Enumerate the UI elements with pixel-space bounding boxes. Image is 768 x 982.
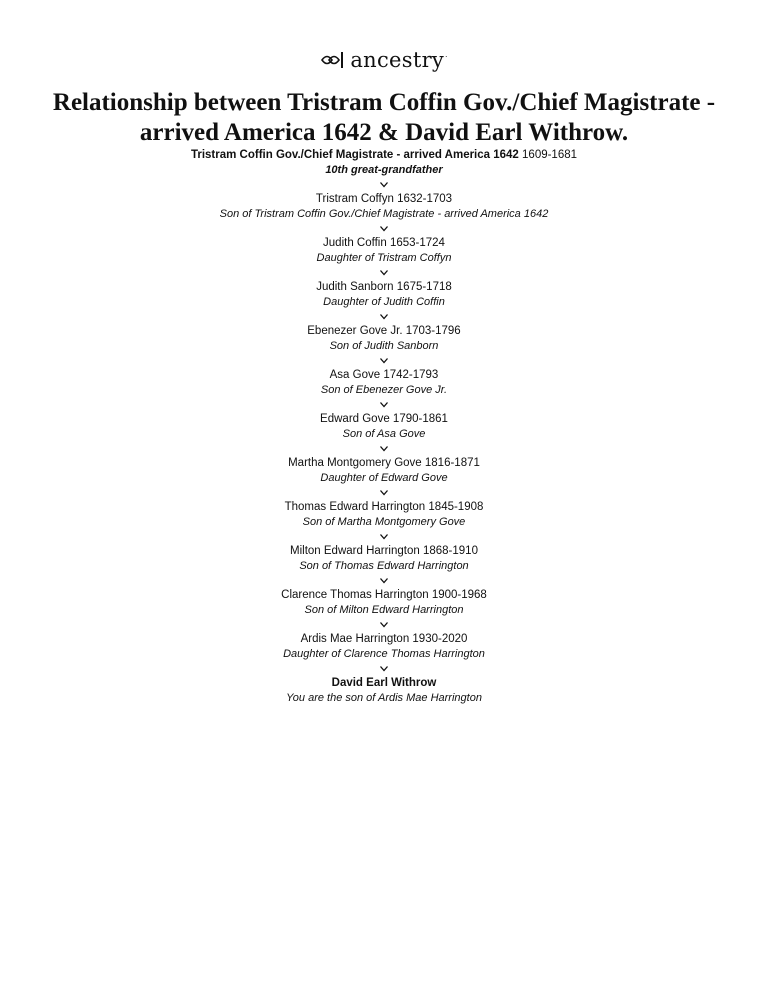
relationship-entry xyxy=(0,676,768,706)
person-years: 1816-1871 xyxy=(421,457,480,469)
person-years: 1703-1796 xyxy=(402,325,461,337)
person-name xyxy=(0,192,768,207)
chevron-down-icon xyxy=(379,442,389,456)
chevron-down-icon xyxy=(379,530,389,544)
person-name xyxy=(0,368,768,383)
relationship-entry xyxy=(0,456,768,486)
relationship-label: 10th great-grandfather xyxy=(325,164,443,176)
person-name-text: Clarence Thomas Harrington xyxy=(281,589,429,601)
person-years: 1845-1908 xyxy=(425,501,484,513)
relationship-label: Son of Judith Sanborn xyxy=(329,340,439,352)
person-name xyxy=(0,500,768,515)
relationship-entry xyxy=(0,500,768,530)
relationship-entry xyxy=(0,324,768,354)
chevron-down-icon xyxy=(379,574,389,588)
relationship-label: Daughter of Judith Coffin xyxy=(323,296,445,308)
person-years: 1790-1861 xyxy=(389,413,448,425)
relationship-label: Daughter of Clarence Thomas Harrington xyxy=(283,648,485,660)
person-name-text: Judith Sanborn xyxy=(316,281,394,293)
chevron-down-icon xyxy=(379,222,389,236)
page-title: Relationship between Tristram Coffin Gov./Chief Magistrate - arrived America 1642 & David Earl Withrow. xyxy=(52,89,716,146)
relationship-label: Son of Thomas Edward Harrington xyxy=(299,560,469,572)
relationship-entry xyxy=(0,192,768,222)
person-name xyxy=(0,544,768,559)
relationship-label: Son of Ebenezer Gove Jr. xyxy=(320,384,448,396)
person-name xyxy=(0,324,768,339)
relationship-entry xyxy=(0,148,768,178)
person-name-text: Milton Edward Harrington xyxy=(290,545,420,557)
relationship-label: Son of Milton Edward Harrington xyxy=(304,604,464,616)
logo-text: ancestry· xyxy=(350,47,448,72)
relationship-label: Daughter of Edward Gove xyxy=(320,472,448,484)
person-name-text: Tristram Coffyn xyxy=(315,193,394,205)
person-name-text: Ebenezer Gove Jr. xyxy=(307,325,403,337)
relationship-entry xyxy=(0,632,768,662)
chevron-down-icon xyxy=(379,486,389,500)
relationship-entry xyxy=(0,236,768,266)
person-years: 1742-1793 xyxy=(380,369,439,381)
ancestry-logo xyxy=(0,49,768,71)
chevron-down-icon xyxy=(379,662,389,676)
chevron-down-icon xyxy=(379,178,389,192)
relationship-entry xyxy=(0,588,768,618)
chevron-down-icon xyxy=(379,266,389,280)
person-name xyxy=(0,588,768,603)
relationship-entry xyxy=(0,412,768,442)
person-name xyxy=(0,632,768,647)
person-name-text: Tristram Coffin Gov./Chief Magistrate - arrived America 1642 xyxy=(190,149,519,161)
person-name-text: Ardis Mae Harrington xyxy=(300,633,410,645)
person-years: 1868-1910 xyxy=(419,545,478,557)
relationship-entry xyxy=(0,280,768,310)
person-name xyxy=(0,412,768,427)
chevron-down-icon xyxy=(379,354,389,368)
relationship-label: You are the son of Ardis Mae Harrington xyxy=(286,692,482,704)
chevron-down-icon xyxy=(379,398,389,412)
person-name xyxy=(0,280,768,295)
person-name-text: Martha Montgomery Gove xyxy=(288,457,422,469)
person-name-text: Judith Coffin xyxy=(323,237,387,249)
person-years: 1653-1724 xyxy=(386,237,445,249)
relationship-label: Son of Asa Gove xyxy=(342,428,426,440)
person-years: 1930-2020 xyxy=(409,633,468,645)
relationship-entry xyxy=(0,368,768,398)
person-name-text: Thomas Edward Harrington xyxy=(284,501,426,513)
relationship-label: Son of Martha Montgomery Gove xyxy=(302,516,466,528)
person-years: 1609-1681 xyxy=(518,149,578,161)
person-name-text: Edward Gove xyxy=(320,413,390,425)
relationship-entry xyxy=(0,544,768,574)
person-name xyxy=(0,148,768,163)
person-name-text: David Earl Withrow xyxy=(331,677,437,689)
relationship-chain xyxy=(0,148,768,706)
chevron-down-icon xyxy=(379,618,389,632)
chevron-down-icon xyxy=(379,310,389,324)
person-years: 1900-1968 xyxy=(428,589,487,601)
person-name-text: Asa Gove xyxy=(329,369,381,381)
relationship-label: Son of Tristram Coffin Gov./Chief Magistrate - arrived America 1642 xyxy=(219,208,549,220)
person-years: 1675-1718 xyxy=(393,281,452,293)
person-name xyxy=(0,676,768,691)
person-name xyxy=(0,236,768,251)
person-years: 1632-1703 xyxy=(393,193,453,205)
ancestry-leaf-icon xyxy=(320,49,346,71)
person-name xyxy=(0,456,768,471)
relationship-label: Daughter of Tristram Coffyn xyxy=(316,252,452,264)
